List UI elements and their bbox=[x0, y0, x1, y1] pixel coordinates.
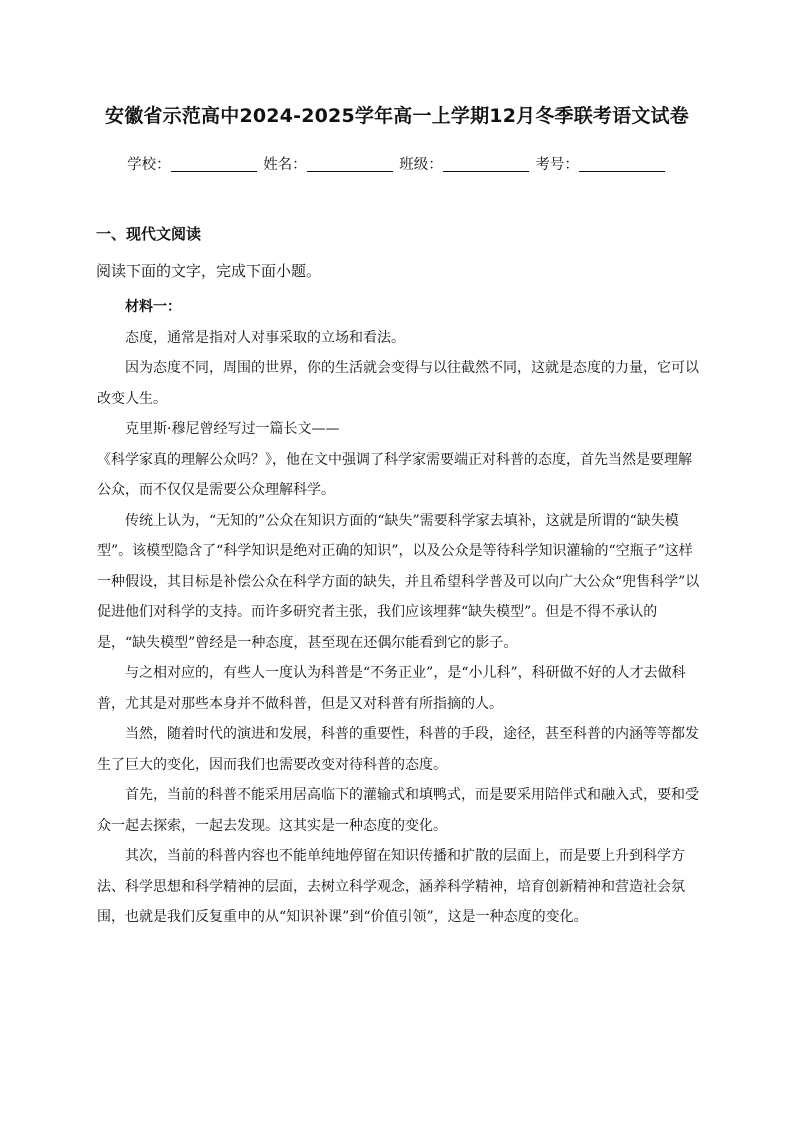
reading-passage bbox=[97, 292, 701, 933]
class-field bbox=[399, 153, 531, 174]
exam-title: 安徽省示范高中2024-2025学年高一上学期12月冬季联考语文试卷 bbox=[105, 105, 689, 127]
name-field bbox=[263, 153, 395, 174]
school-field bbox=[127, 153, 259, 174]
school-blank[interactable] bbox=[171, 156, 257, 172]
name-label: 姓名： bbox=[263, 157, 307, 173]
paragraph: 因为态度不同，周围的世界，你的生活就会变得与以往截然不同，这就是态度的力量，它可以改变人生。 bbox=[97, 360, 699, 407]
paragraph: 与之相对应的，有些人一度认为科普是“不务正业”，是“小儿科”，科研做不好的人才去做科普，尤其是对那些本身并不做科普，但是又对科普有所指摘的人。 bbox=[97, 665, 686, 712]
class-blank[interactable] bbox=[443, 156, 529, 172]
exam-number-field bbox=[535, 153, 667, 174]
section-heading: 一、现代文阅读 bbox=[96, 225, 202, 243]
exam-number-blank[interactable] bbox=[579, 156, 665, 172]
name-blank[interactable] bbox=[307, 156, 393, 172]
reading-instruction: 阅读下面的文字，完成下面小题。 bbox=[96, 262, 322, 280]
paragraph: 态度，通常是指对人对事采取的立场和看法。 bbox=[125, 329, 405, 346]
paragraph: 首先，当前的科普不能采用居高临下的灌输式和填鸭式，而是要采用陪伴式和融入式，要和受众一起去探索，一起去发现。这其实是一种态度的变化。 bbox=[97, 787, 699, 834]
class-label: 班级： bbox=[399, 157, 443, 173]
school-label: 学校： bbox=[127, 157, 171, 173]
student-info-row bbox=[0, 153, 794, 174]
paragraph: 《科学家真的理解公众吗？》，他在文中强调了科学家需要端正对科普的态度，首先当然是要理解公众，而不仅仅是需要公众理解科学。 bbox=[97, 451, 692, 498]
paragraph: 传统上认为，“无知的”公众在知识方面的“缺失”需要科学家去填补，这就是所谓的“缺失模型”。该模型隐含了“科学知识是绝对正确的知识”，以及公众是等待科学知识灌输的“空瓶子”这样一种假设，其目标是补偿公众在科学方面的缺失，并且希望科学普及可以向广大公众“兜售科学”以促进他们对科学的支持。而许多研究者主张，我们应该埋葬“缺失模型”。但是不得不承认的是，“缺失模型”曾经是一种态度，甚至现在还偶尔能看到它的影子。 bbox=[97, 512, 700, 651]
paragraph: 克里斯·穆尼曾经写过一篇长文—— bbox=[125, 421, 340, 437]
exam-number-label: 考号： bbox=[535, 157, 579, 173]
material-label: 材料一： bbox=[125, 299, 181, 315]
paragraph: 其次，当前的科普内容也不能单纯地停留在知识传播和扩散的层面上，而是要上升到科学方法、科学思想和科学精神的层面，去树立科学观念，涵养科学精神，培育创新精神和营造社会氛围，也就是我们反复重申的从“知识补课”到“价值引领”，这是一种态度的变化。 bbox=[97, 848, 685, 925]
paragraph: 当然，随着时代的演进和发展，科普的重要性，科普的手段，途径，甚至科普的内涵等等都发生了巨大的变化，因而我们也需要改变对待科普的态度。 bbox=[97, 726, 699, 773]
